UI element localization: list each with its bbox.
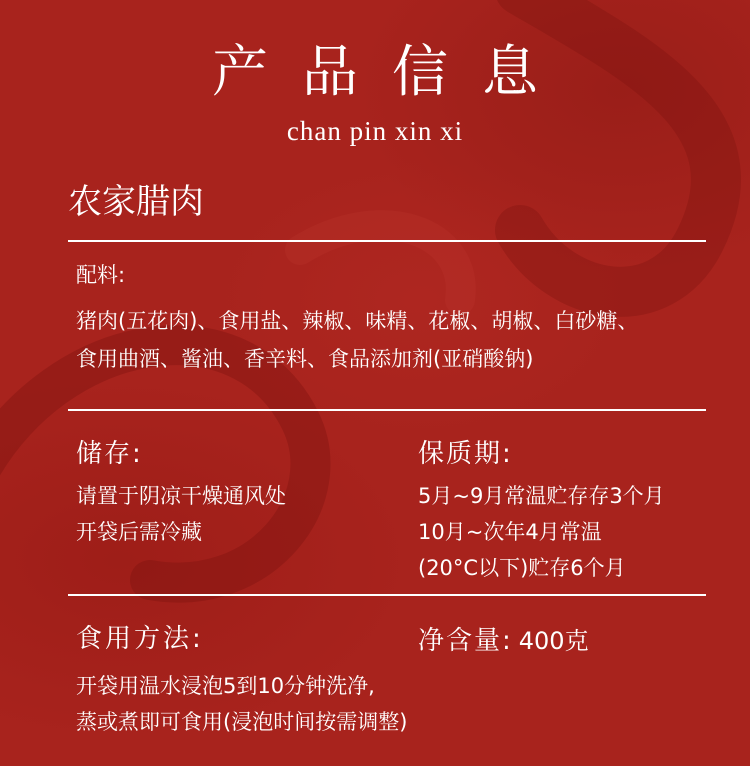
storage-text [76,478,376,550]
usage-line: 开袋用温水浸泡5到10分钟洗净, [76,674,375,698]
divider [68,594,706,596]
net-content-label: 净含量: [418,626,513,656]
divider [68,409,706,411]
shelf-life-text [418,478,718,586]
ingredients-text [76,302,716,378]
shelf-life-line: 5月~9月常温贮存存3个月 [418,484,665,508]
ingredients-line: 猪肉(五花肉)、食用盐、辣椒、味精、花椒、胡椒、白砂糖、 [76,309,639,333]
shelf-life-line: (20°C以下)贮存6个月 [418,556,626,580]
ingredients-label: 配料: [76,263,126,287]
shelf-life-label: 保质期: [418,439,513,469]
usage-line: 蒸或煮即可食用(浸泡时间按需调整) [76,710,408,734]
shelf-life-line: 10月~次年4月常温 [418,520,602,544]
divider [68,240,706,242]
storage-line: 开袋后需冷藏 [76,520,202,544]
net-content-value: 400克 [518,627,589,655]
storage-line: 请置于阴凉干燥通风处 [76,484,286,508]
page-subtitle-pinyin: chan pin xin xi [286,116,464,146]
usage-text [76,668,716,740]
usage-label: 食用方法: [76,624,204,654]
storage-label: 储存: [76,439,143,469]
page-title: 产品信息 [212,40,572,105]
net-content [418,620,589,657]
ingredients-line: 食用曲酒、酱油、香辛料、食品添加剂(亚硝酸钠) [76,347,534,371]
product-name: 农家腊肉 [68,182,204,222]
